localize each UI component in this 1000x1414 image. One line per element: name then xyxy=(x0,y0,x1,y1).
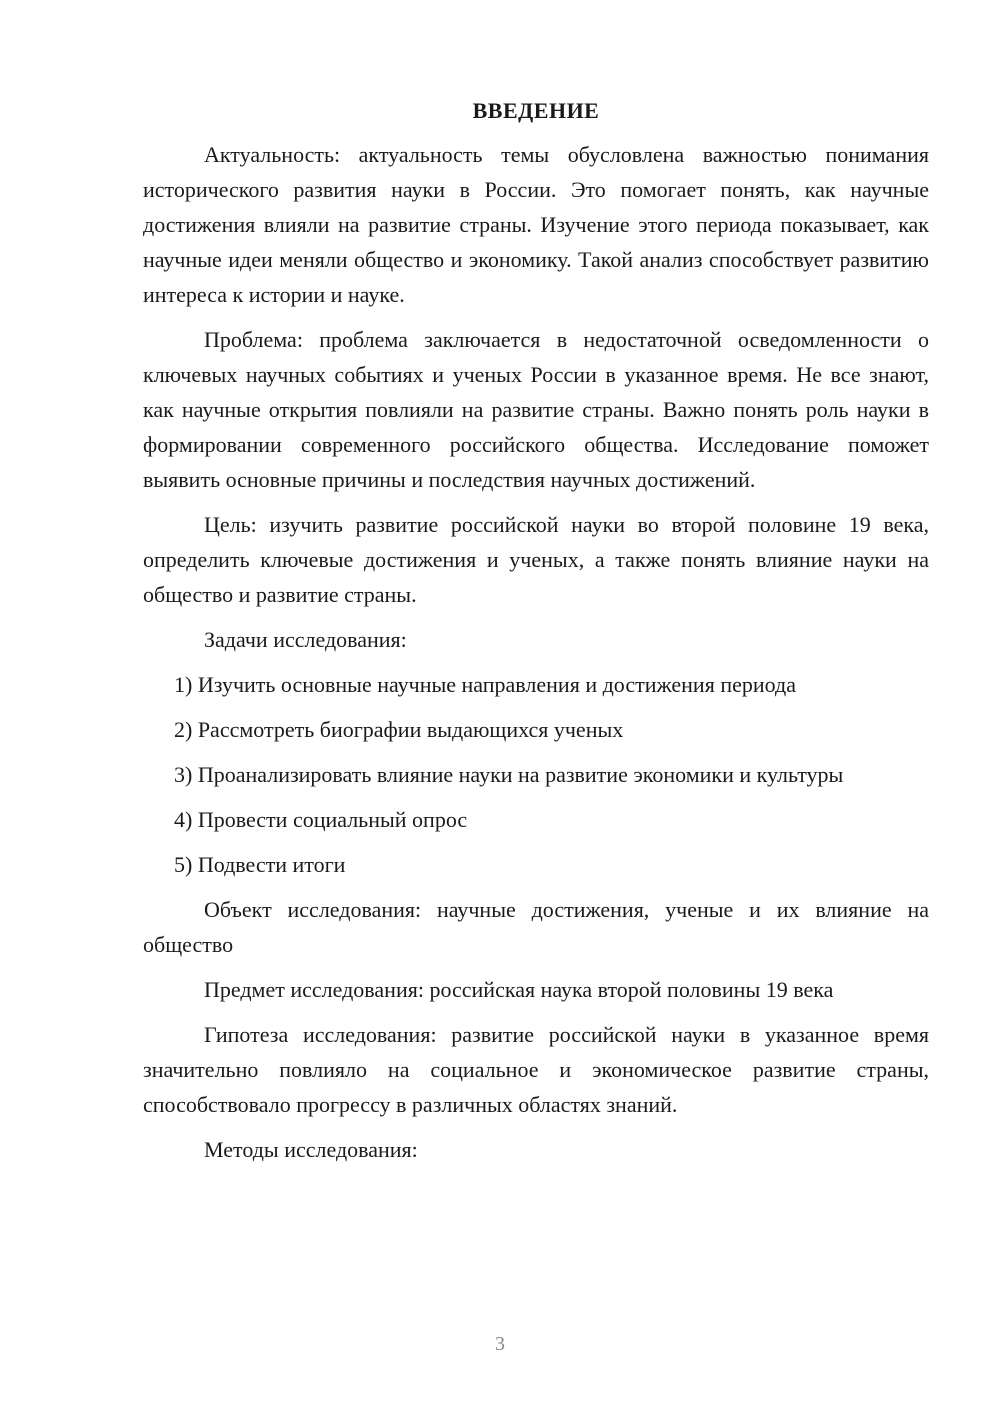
paragraph-relevance: Актуальность: актуальность темы обусловлена важностью понимания исторического развития науки в России. Это помогает понять, как научные достижения влияли на развитие страны. Изучение этого периода показывает, как научные идеи меняли общество и экономику. Такой анализ способствует развитию интереса к истории и науке. xyxy=(143,142,929,307)
task-item-4: 4) Провести социальный опрос xyxy=(174,807,468,832)
task-item-5: 5) Подвести итоги xyxy=(174,852,346,877)
section-title: ВВЕДЕНИЕ xyxy=(472,98,600,123)
paragraph-goal: Цель: изучить развитие российской науки во второй половине 19 века, определить ключевые достижения и ученых, а также понять влияние науки на общество и развитие страны. xyxy=(143,512,929,607)
methods-heading: Методы исследования: xyxy=(204,1137,418,1162)
paragraph-hypothesis: Гипотеза исследования: развитие российской науки в указанное время значительно повлияло на социальное и экономическое развитие страны, способствовало прогрессу в различных областях знаний. xyxy=(143,1022,929,1117)
paragraph-object: Объект исследования: научные достижения, ученые и их влияние на общество xyxy=(143,897,929,957)
task-item-2: 2) Рассмотреть биографии выдающихся ученых xyxy=(174,717,624,742)
task-item-3: 3) Проанализировать влияние науки на развитие экономики и культуры xyxy=(174,762,844,787)
paragraph-problem: Проблема: проблема заключается в недостаточной осведомленности о ключевых научных событиях и ученых России в указанное время. Не все знают, как научные открытия повлияли на развитие страны. Важно понять роль науки в формировании современного российского общества. Исследование поможет выявить основные причины и последствия научных достижений. xyxy=(143,327,929,492)
task-item-1: 1) Изучить основные научные направления и достижения периода xyxy=(174,672,796,697)
tasks-heading: Задачи исследования: xyxy=(204,627,407,652)
page-number: 3 xyxy=(495,1333,505,1355)
document-page xyxy=(143,95,929,1177)
paragraph-subject: Предмет исследования: российская наука второй половины 19 века xyxy=(204,977,834,1002)
